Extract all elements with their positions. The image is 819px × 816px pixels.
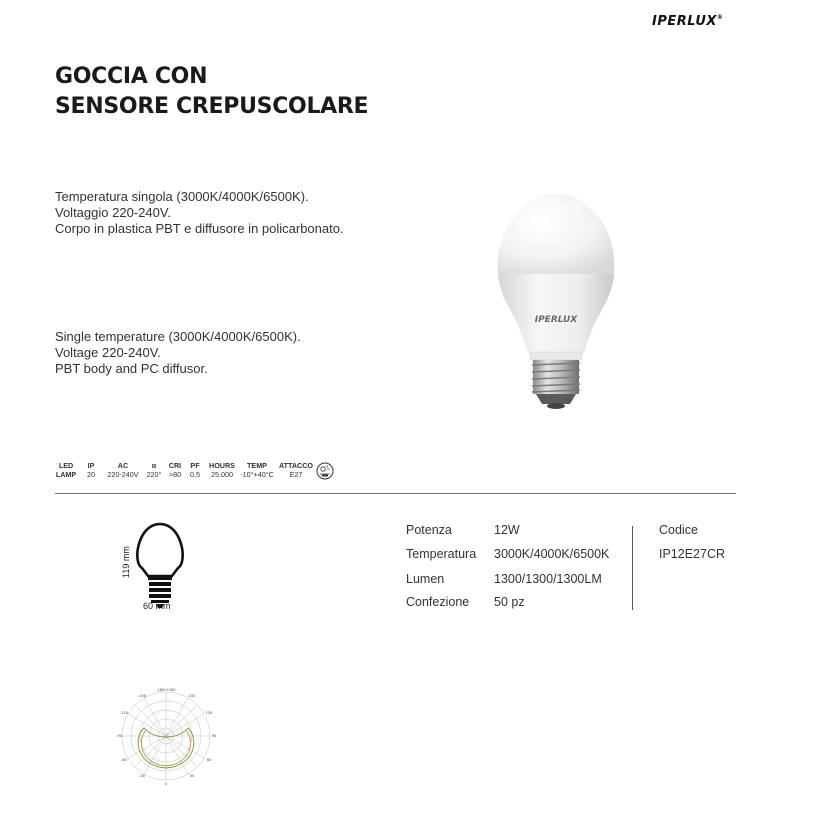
code-label: Codice xyxy=(659,523,698,537)
spec-pf-value: 0,5 xyxy=(190,470,200,479)
light-distribution-diagram xyxy=(112,686,222,791)
description-italian xyxy=(55,189,344,237)
polar-label-right-bottom: 30 xyxy=(189,774,195,778)
spec-value: 50 pz xyxy=(494,595,525,609)
spec-temp xyxy=(239,461,275,479)
bulb-logo-label: IPERLUX xyxy=(534,315,578,325)
description-it-line-1: Temperatura singola (3000K/4000K/6500K). xyxy=(55,189,309,204)
spec-label: Potenza xyxy=(406,523,452,537)
description-en-line-1: Single temperature (3000K/4000K/6500K). xyxy=(55,329,301,344)
spec-led-header: LED xyxy=(58,461,74,470)
polar-label-left-mid: -90 xyxy=(116,734,122,738)
polar-label-left-bottom: -30 xyxy=(139,774,145,778)
spec-led-value: LAMP xyxy=(55,470,77,479)
description-it-line-3: Corpo in plastica PBT e diffusore in policarbonato. xyxy=(55,221,344,236)
polar-label-right-mid-upper: 120 xyxy=(205,711,213,715)
brand-name: IPERLUX xyxy=(652,14,717,29)
spec-cri-value: >80 xyxy=(168,470,182,479)
polar-label-left-lower: -60 xyxy=(121,758,127,762)
spec-label: Temperatura xyxy=(406,547,477,561)
table-separator xyxy=(632,526,633,610)
brand-mark: ® xyxy=(716,14,724,21)
spec-label: Lumen xyxy=(406,572,445,586)
bulb-photo xyxy=(486,186,626,416)
product-title xyxy=(55,62,368,122)
spec-hours-header: HOURS xyxy=(209,461,235,470)
polar-label-bottom: 0 xyxy=(164,782,168,786)
spec-value: 1300/1300/1300LM xyxy=(494,572,602,586)
polar-label-right-upper: 150 xyxy=(188,694,196,698)
code-value: IP12E27CR xyxy=(659,547,726,561)
title-line-1: GOCCIA CON xyxy=(55,64,208,89)
spec-temp-value: -10°+40°C xyxy=(240,470,274,479)
spec-cri xyxy=(167,461,183,479)
spec-beam-angle xyxy=(145,461,163,479)
spec-cri-header: CRI xyxy=(168,461,182,470)
dimension-height: 119 mm xyxy=(121,546,131,578)
polar-label-left-mid-upper: -120 xyxy=(119,711,129,715)
spec-value: 3000K/4000K/6500K xyxy=(494,547,610,561)
polar-label-left-upper: -150 xyxy=(137,694,147,698)
spec-ac xyxy=(105,461,141,479)
polar-label-right-mid: 90 xyxy=(211,734,217,738)
description-en-line-2: Voltage 220-240V. xyxy=(55,345,161,360)
spec-attacco xyxy=(278,461,314,479)
polar-label-right-lower: 60 xyxy=(206,758,212,762)
spec-attacco-header: ATTACCO xyxy=(278,461,314,470)
spec-ac-header: AC xyxy=(117,461,129,470)
title-line-2: SENSORE CREPUSCOLARE xyxy=(55,94,369,119)
spec-pf xyxy=(188,461,202,479)
twilight-sensor-icon xyxy=(316,462,334,480)
spec-value: 12W xyxy=(494,523,520,537)
spec-ac-value: 220-240V xyxy=(107,470,139,479)
spec-icons-row xyxy=(55,461,345,483)
spec-ip-header: IP xyxy=(87,461,95,470)
polar-label-top: -180/+180 xyxy=(156,688,176,692)
brand-logo xyxy=(652,14,723,29)
spec-ip-value: 20 xyxy=(87,470,95,479)
spec-attacco-value: E27 xyxy=(289,470,303,479)
description-english xyxy=(55,329,301,377)
spec-hours xyxy=(208,461,236,479)
description-it-line-2: Voltaggio 220-240V. xyxy=(55,205,171,220)
spec-led xyxy=(55,461,77,479)
spec-hours-value: 25.000 xyxy=(211,470,233,479)
section-divider xyxy=(55,493,736,494)
spec-beam-angle-header: α xyxy=(151,461,157,470)
description-en-line-3: PBT body and PC diffusor. xyxy=(55,361,208,376)
spec-pf-header: PF xyxy=(190,461,200,470)
spec-beam-angle-value: 220° xyxy=(146,470,162,479)
dimension-width: 60 mm xyxy=(143,601,171,611)
spec-label: Confezione xyxy=(406,595,470,609)
spec-ip xyxy=(83,461,99,479)
spec-temp-header: TEMP xyxy=(247,461,267,470)
